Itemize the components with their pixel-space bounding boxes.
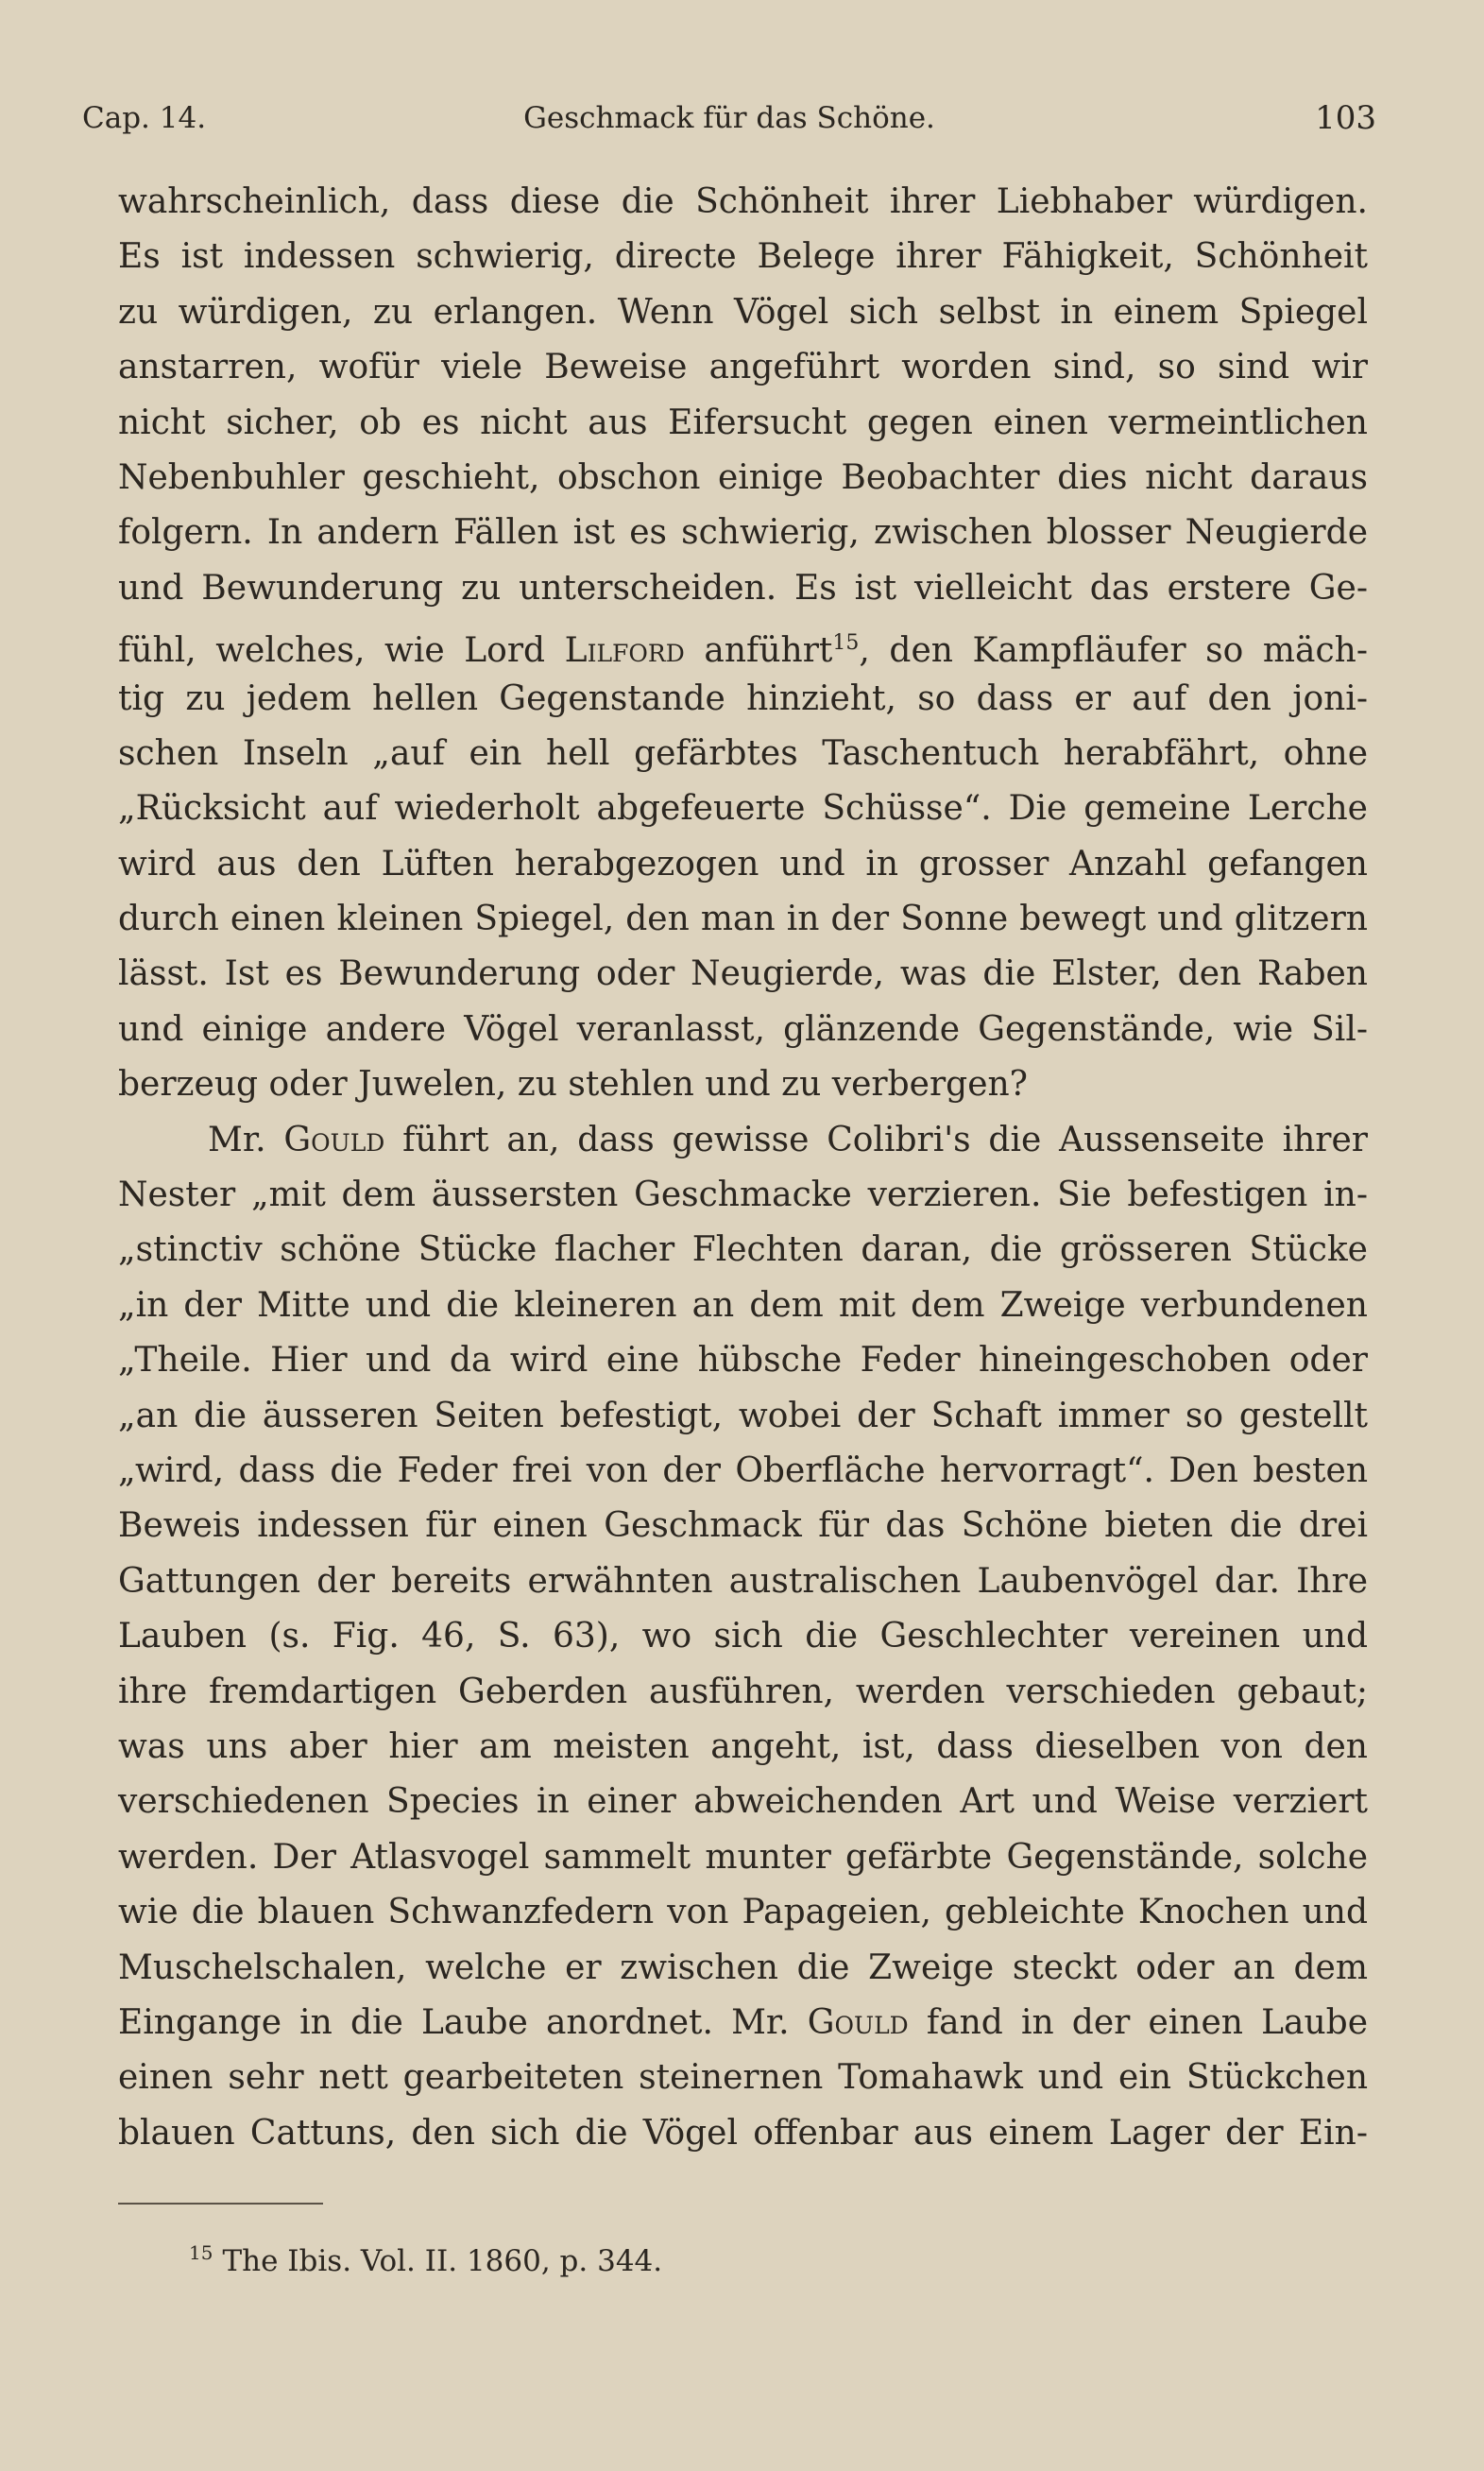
text-line: wird aus den Lüften herabgezogen und in grosser Anzahl gefangen [118,844,1368,884]
footnote [189,2230,662,2284]
text-line: Muschelschalen, welche er zwischen die Zweige steckt oder an dem [118,1948,1368,1987]
text-fragment: Mr. [208,1120,284,1159]
text-line: werden. Der Atlasvogel sammelt munter gefärbte Gegenstände, solche [118,1837,1368,1877]
text-line: ihre fremdartigen Geberden ausführen, werden verschieden gebaut; [118,1672,1368,1711]
text-line: wie die blauen Schwanzfedern von Papageien, gebleichte Knochen und [118,1893,1368,1932]
text-line: tig zu jedem hellen Gegenstande hinzieht, so dass er auf den joni- [118,678,1368,718]
text-line: Nester „mit dem äussersten Geschmacke verzieren. Sie befestigen in- [118,1175,1368,1215]
author-name-gould: Gould [283,1120,385,1159]
text-fragment: fühl, welches, wie Lord [118,631,565,671]
author-name-lilford: Lilford [564,631,685,671]
text-line: durch einen kleinen Spiegel, den man in der Sonne bewegt und glitzern [118,900,1368,939]
running-header [82,94,1376,142]
text-line [118,616,1368,671]
footnote-marker: 15 [189,2241,213,2264]
text-line: was uns aber hier am meisten angeht, ist, dass dieselben von den [118,1726,1368,1766]
text-line: Es ist indessen schwierig, directe Belege ihrer Fähigkeit, Schönheit [118,237,1368,277]
body-text [118,175,1368,2161]
text-line [118,1113,1368,1168]
chapter-label: Cap. 14. [82,101,207,135]
footnote-divider [118,2203,323,2205]
text-line: „Theile. Hier und da wird eine hübsche Feder hineingeschoben oder [118,1341,1368,1381]
text-line: „in der Mitte und die kleineren an dem mit dem Zweige verbundenen [118,1285,1368,1325]
text-line [118,1996,1368,2051]
footnote-text: The Ibis. Vol. II. 1860, p. 344. [222,2244,663,2278]
text-line: Lauben (s. Fig. 46, S. 63), wo sich die Geschlechter vereinen und [118,1617,1368,1656]
text-line: Beweis indessen für einen Geschmack für das Schöne bieten die drei [118,1506,1368,1546]
author-name-gould: Gould [807,2002,909,2042]
text-line: und einige andere Vögel veranlasst, glänzende Gegenstände, wie Sil- [118,1009,1368,1049]
text-line: blauen Cattuns, den sich die Vögel offenbar aus einem Lager der Ein- [118,2113,1368,2153]
text-line: zu würdigen, zu erlangen. Wenn Vögel sich selbst in einem Spiegel [118,292,1368,332]
text-line: Gattungen der bereits erwähnten australischen Laubenvögel dar. Ihre [118,1561,1368,1601]
text-line: verschiedenen Species in einer abweichenden Art und Weise verziert [118,1782,1368,1822]
text-line: schen Inseln „auf ein hell gefärbtes Taschentuch herabfährt, ohne [118,733,1368,773]
running-title: Geschmack für das Schöne. [523,101,935,135]
text-line: Nebenbuhler geschieht, obschon einige Beobachter dies nicht daraus [118,457,1368,497]
text-line: und Bewunderung zu unterscheiden. Es ist vielleicht das erstere Ge- [118,568,1368,608]
text-line: anstarren, wofür viele Beweise angeführt worden sind, so sind wir [118,348,1368,387]
text-line: lässt. Ist es Bewunderung oder Neugierde, was die Elster, den Raben [118,954,1368,994]
text-fragment: Eingange in die Laube anordnet. Mr. [118,2002,808,2042]
text-line: „an die äusseren Seiten befestigt, wobei der Schaft immer so gestellt [118,1396,1368,1435]
text-fragment: führt an, dass gewisse Colibri's die Aussenseite ihrer [384,1120,1368,1159]
text-line: „wird, dass die Feder frei von der Oberfläche hervorragt“. Den besten [118,1450,1368,1490]
text-fragment: fand in der einen Laube [908,2002,1368,2042]
text-line: folgern. In andern Fällen ist es schwierig, zwischen blosser Neugierde [118,513,1368,553]
text-line: berzeug oder Juwelen, zu stehlen und zu verbergen? [118,1065,1028,1105]
text-line: einen sehr nett gearbeiteten steinernen Tomahawk und ein Stückchen [118,2058,1368,2098]
page-number: 103 [1315,99,1376,137]
text-line: wahrscheinlich, dass diese die Schönheit ihrer Liebhaber würdigen. [118,182,1368,221]
footnote-reference: 15 [832,631,860,656]
text-fragment: anführt [684,631,833,671]
text-line: nicht sicher, ob es nicht aus Eifersucht gegen einen vermeintlichen [118,403,1368,442]
text-line: „stinctiv schöne Stücke flacher Flechten daran, die grösseren Stücke [118,1230,1368,1270]
text-fragment: , den Kampfläufer so mäch- [859,631,1368,671]
text-line: „Rücksicht auf wiederholt abgefeuerte Schüsse“. Die gemeine Lerche [118,789,1368,829]
